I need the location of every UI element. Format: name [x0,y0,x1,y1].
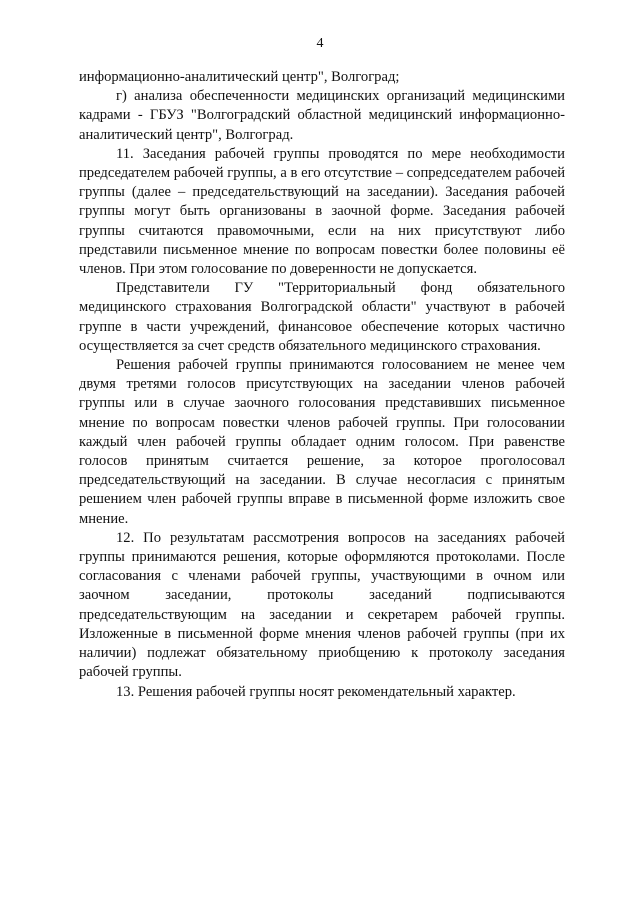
paragraph-fund-representatives: Представители ГУ "Территориальный фонд обязательного медицинского страхования Волгоградской области" участвуют в рабочей группе в части учреждений, финансовое обеспечение которых частично осуществляется за счет средств обязательного медицинского страхования. [79,280,565,354]
paragraph-11-meetings: 11. Заседания рабочей группы проводятся по мере необходимости председателем рабочей группы, а в его отсутствие – сопредседателем рабочей группы (далее – председательствующий на заседании). Заседания рабочей группы могут быть организованы в заочной форме. Заседания рабочей группы считаются правомочными, если на них присутствуют либо представили письменное мнение по вопросам повестки более половины её членов. При этом голосование по доверенности не допускается. [79,145,565,278]
document-body [79,68,565,702]
paragraph-13-recommendations: 13. Решения рабочей группы носят рекомендательный характер. [116,683,516,700]
paragraph-item-g: г) анализа обеспеченности медицинских организаций медицинскими кадрами - ГБУЗ "Волгоградский областной медицинский информационно-аналитический центр", Волгоград. [79,88,565,143]
paragraph-12-protocols: 12. По результатам рассмотрения вопросов на заседаниях рабочей группы принимаются решения, которые оформляются протоколами. После согласования с членами рабочей группы, участвующими в очном или заочном заседании, протоколы заседаний подписываются председательствующим на заседании и секретарем рабочей группы. Изложенные в письменной форме мнения членов рабочей группы (при их наличии) подлежат обязательному приобщению к протоколу заседания рабочей группы. [79,529,565,681]
paragraph-continuation: информационно-аналитический центр", Волгоград; [79,69,400,85]
page-number: 4 [316,36,324,51]
paragraph-decisions-voting: Решения рабочей группы принимаются голосованием не менее чем двумя третями голосов присутствующих на заседании членов рабочей группы или в случае заочного голосования представивших письменное мнение по вопросам повестки членов рабочей группы. При голосовании каждый член рабочей группы обладает одним голосом. При равенстве голосов принятым считается решение, за которое проголосовал председательствующий на заседании. В случае несогласия с принятым решением член рабочей группы вправе в письменной форме изложить свое мнение. [79,357,565,527]
